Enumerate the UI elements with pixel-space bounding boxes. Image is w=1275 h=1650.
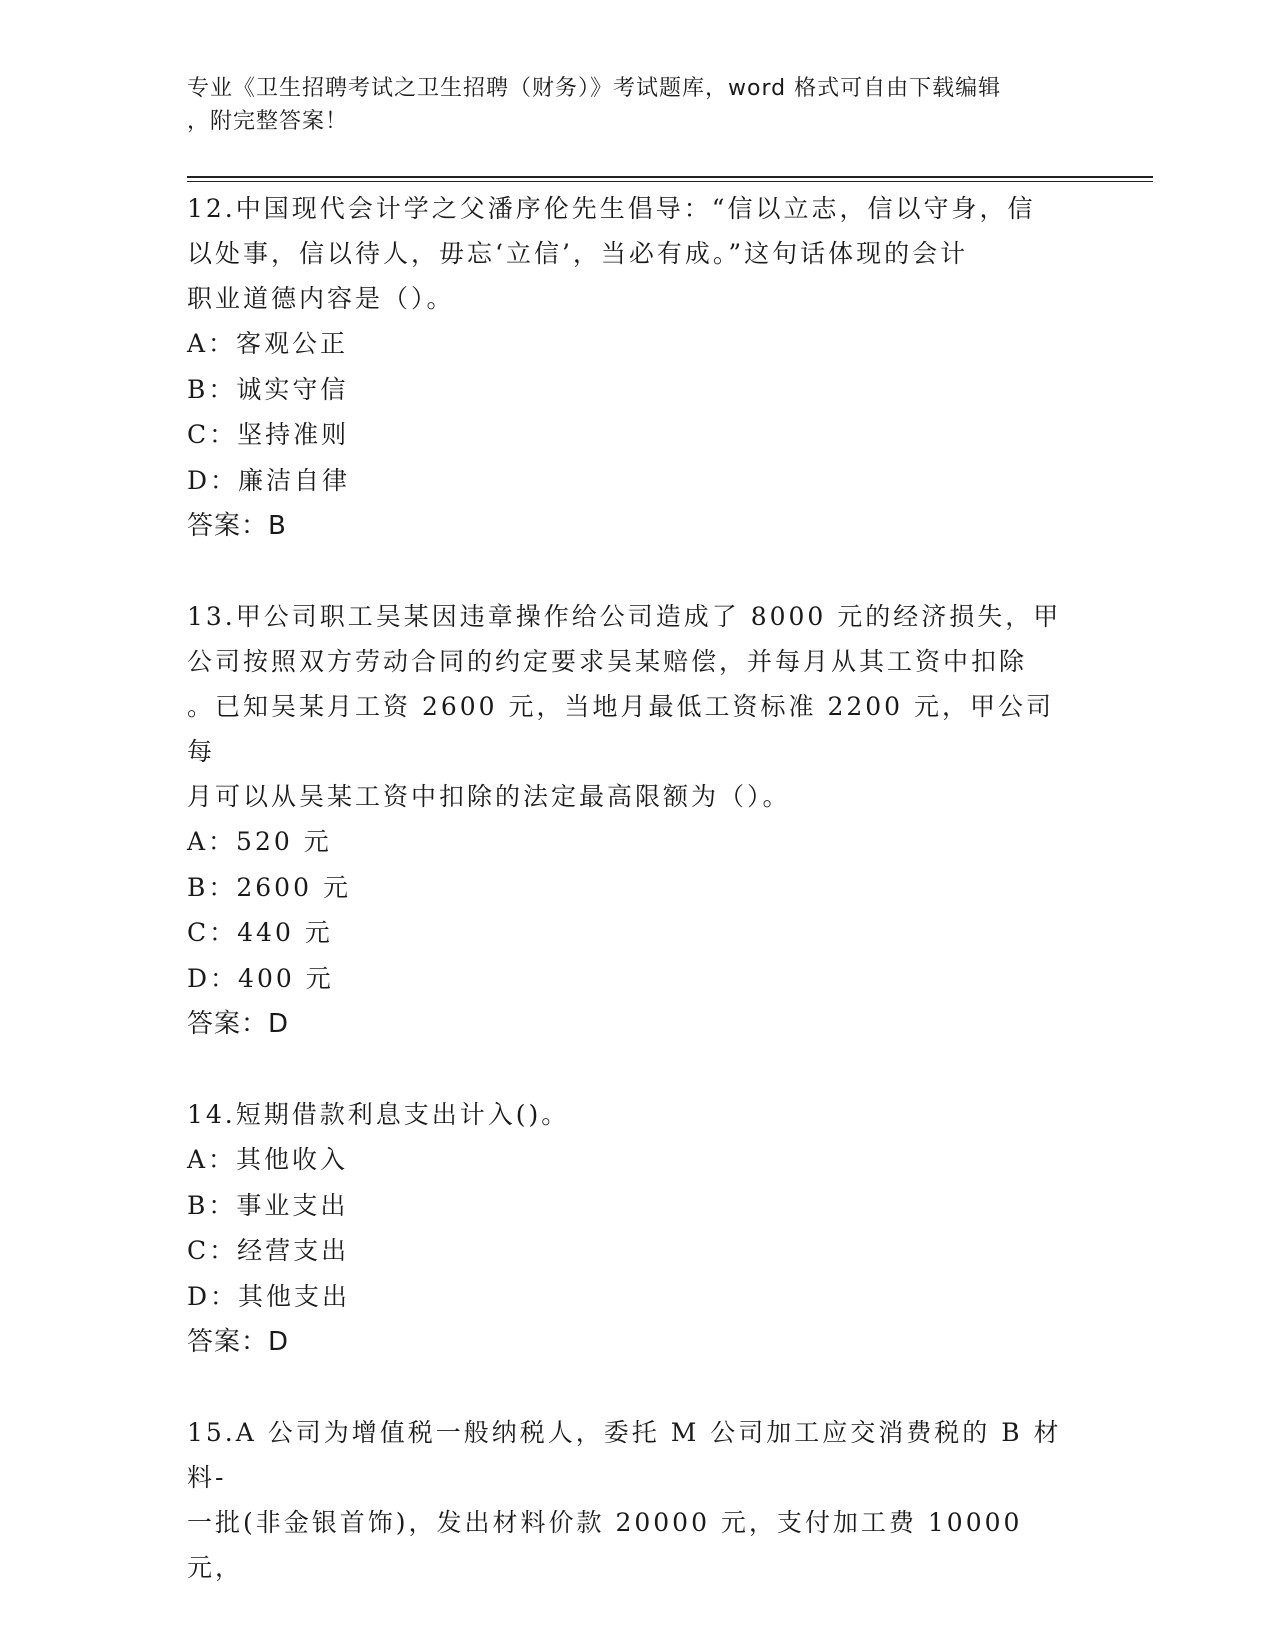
question-stem: [187, 1092, 1067, 1137]
answer-label: 答案：D: [187, 1009, 290, 1039]
option-b: B：事业支出: [187, 1190, 349, 1220]
stem-line: 职业道德内容是（）。: [187, 284, 455, 313]
question-13: [187, 594, 1087, 1047]
question-stem: [187, 186, 1067, 321]
header-line-1: 专业《卫生招聘考试之卫生招聘（财务）》考试题库，word 格式可自由下载编辑: [187, 76, 1002, 101]
stem-line: 12.中国现代会计学之父潘序伦先生倡导：“信以立志，信以守身，信: [187, 194, 1036, 223]
header-line-2: ，附完整答案！: [187, 109, 349, 134]
spacer: [187, 549, 1087, 594]
stem-line: 以处事，信以待人，毋忘‘立信’，当必有成。”这句话体现的会计: [187, 239, 969, 268]
option-a: A：客观公正: [187, 329, 349, 358]
question-stem: [187, 1410, 1067, 1590]
option-a: A：其他收入: [187, 1145, 349, 1174]
option-d: D：400 元: [187, 963, 334, 993]
stem-line: 公司按照双方劳动合同的约定要求吴某赔偿，并每月从其工资中扣除: [187, 647, 1028, 676]
answer-label: 答案：D: [187, 1327, 290, 1357]
question-15: [187, 1410, 1087, 1590]
spacer: [187, 1047, 1087, 1092]
option-d: D：廉洁自律: [187, 465, 351, 495]
header-rule-thin: [187, 181, 1153, 182]
option-d: D：其他支出: [187, 1281, 351, 1311]
option-a: A：520 元: [187, 827, 332, 856]
option-b: B：2600 元: [187, 872, 351, 902]
question-12: [187, 186, 1087, 549]
stem-line: 15.A 公司为增值税一般纳税人，委托 M 公司加工应交消费税的 B 材料-: [187, 1418, 1062, 1492]
stem-line: 。已知吴某月工资 2600 元，当地月最低工资标准 2200 元，甲公司每: [187, 692, 1055, 766]
question-stem: [187, 594, 1067, 819]
stem-line: 一批(非金银首饰)，发出材料价款 20000 元，支付加工费 10000 元，: [187, 1508, 1023, 1582]
question-list: [187, 186, 1087, 1590]
option-b: B：诚实守信: [187, 374, 349, 404]
stem-line: 13.甲公司职工吴某因违章操作给公司造成了 8000 元的经济损失，甲: [187, 602, 1062, 631]
stem-line: 月可以从吴某工资中扣除的法定最高限额为（）。: [187, 782, 791, 811]
header-rule-thick: [187, 176, 1153, 178]
question-14: [187, 1092, 1087, 1365]
answer-label: 答案：B: [187, 511, 287, 541]
option-c: C：经营支出: [187, 1236, 350, 1265]
option-c: C：440 元: [187, 918, 333, 947]
option-c: C：坚持准则: [187, 420, 350, 449]
spacer: [187, 1365, 1087, 1410]
page-header: [187, 72, 1067, 138]
stem-line: 14.短期借款利息支出计入()。: [187, 1100, 570, 1129]
